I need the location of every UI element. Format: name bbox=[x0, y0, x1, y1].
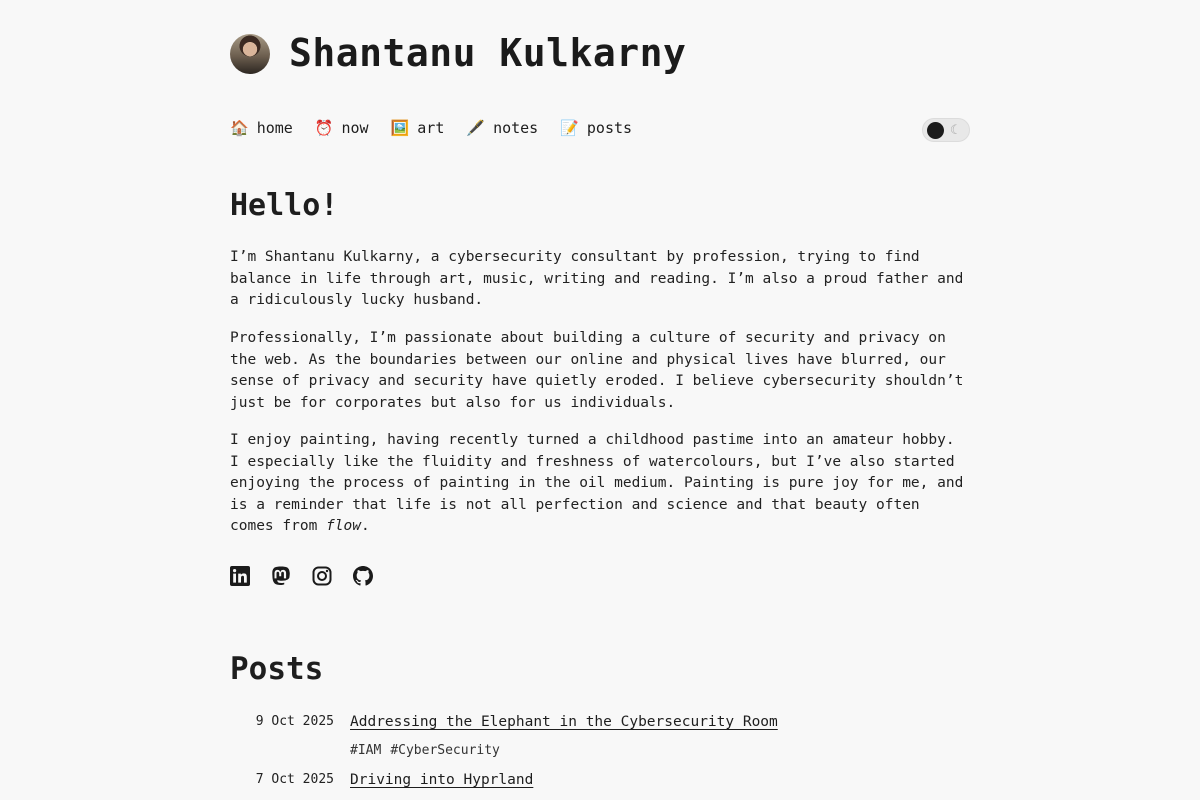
theme-toggle[interactable] bbox=[922, 118, 970, 142]
memo-icon: 📝 bbox=[560, 119, 579, 137]
nav-posts[interactable] bbox=[560, 117, 632, 139]
framed-picture-icon: 🖼️ bbox=[390, 119, 410, 137]
github-icon bbox=[353, 566, 373, 586]
nav-art[interactable] bbox=[391, 117, 445, 139]
tag-link[interactable]: #CyberSecurity bbox=[390, 743, 500, 758]
github-link[interactable] bbox=[353, 566, 373, 586]
linkedin-link[interactable] bbox=[230, 566, 250, 586]
intro-heading: Hello! bbox=[230, 188, 339, 223]
moon-icon: ☾ bbox=[950, 123, 958, 138]
linkedin-icon bbox=[230, 566, 250, 586]
paragraph-end: . bbox=[360, 518, 370, 535]
nav-notes[interactable] bbox=[466, 117, 538, 139]
posts-heading: Posts bbox=[230, 651, 324, 687]
nav-label: now bbox=[341, 119, 369, 137]
instagram-icon bbox=[312, 566, 332, 586]
post-date: 9 Oct 2025 bbox=[255, 714, 334, 729]
nav-label: notes bbox=[493, 119, 539, 137]
house-icon: 🏠 bbox=[230, 119, 249, 137]
nav-label: home bbox=[256, 119, 293, 137]
social-links bbox=[230, 566, 373, 586]
mastodon-icon bbox=[271, 566, 291, 586]
intro-paragraph-1: I’m Shantanu Kulkarny, a cybersecurity consultant by profession, trying to find balance in life through art, music, writing and reading. I’m also a proud father and a ridiculously lucky husband. bbox=[230, 249, 964, 309]
alarm-clock-icon: ⏰ bbox=[314, 119, 334, 137]
nav-now[interactable] bbox=[315, 117, 369, 139]
nav-label: art bbox=[417, 119, 445, 137]
nav-home[interactable] bbox=[230, 117, 293, 139]
main-nav bbox=[230, 117, 632, 139]
post-link[interactable]: Addressing the Elephant in the Cybersecurity Room bbox=[350, 714, 778, 730]
mastodon-link[interactable] bbox=[271, 566, 291, 586]
fountain-pen-icon: 🖋️ bbox=[466, 119, 486, 137]
paragraph-text: I enjoy painting, having recently turned a childhood pastime into an amateur hobby. I especially like the fluidity and freshness of watercolours, but I’ve also started enjoying the process of painting in the oil medium. Painting is pure joy for me, and is a reminder that life is not all perfection and science and that beauty often comes from bbox=[230, 432, 964, 535]
intro-paragraph-2: Professionally, I’m passionate about building a culture of security and privacy on the web. As the boundaries between our online and physical lives have blurred, our sense of privacy and security have quietly eroded. I believe cybersecurity shouldn’t just be for corporates but also for us individuals. bbox=[230, 330, 964, 411]
flow-emphasis: flow bbox=[326, 518, 361, 535]
post-link[interactable]: Driving into Hyprland bbox=[350, 772, 534, 788]
post-tags bbox=[350, 741, 509, 761]
site-title[interactable]: Shantanu Kulkarny bbox=[289, 31, 687, 75]
tag-link[interactable]: #IAM bbox=[350, 743, 382, 758]
toggle-knob bbox=[927, 122, 944, 139]
intro-paragraph-3 bbox=[230, 430, 970, 538]
avatar[interactable] bbox=[230, 34, 270, 74]
nav-label: posts bbox=[586, 119, 633, 137]
instagram-link[interactable] bbox=[312, 566, 332, 586]
post-date: 7 Oct 2025 bbox=[255, 772, 334, 787]
